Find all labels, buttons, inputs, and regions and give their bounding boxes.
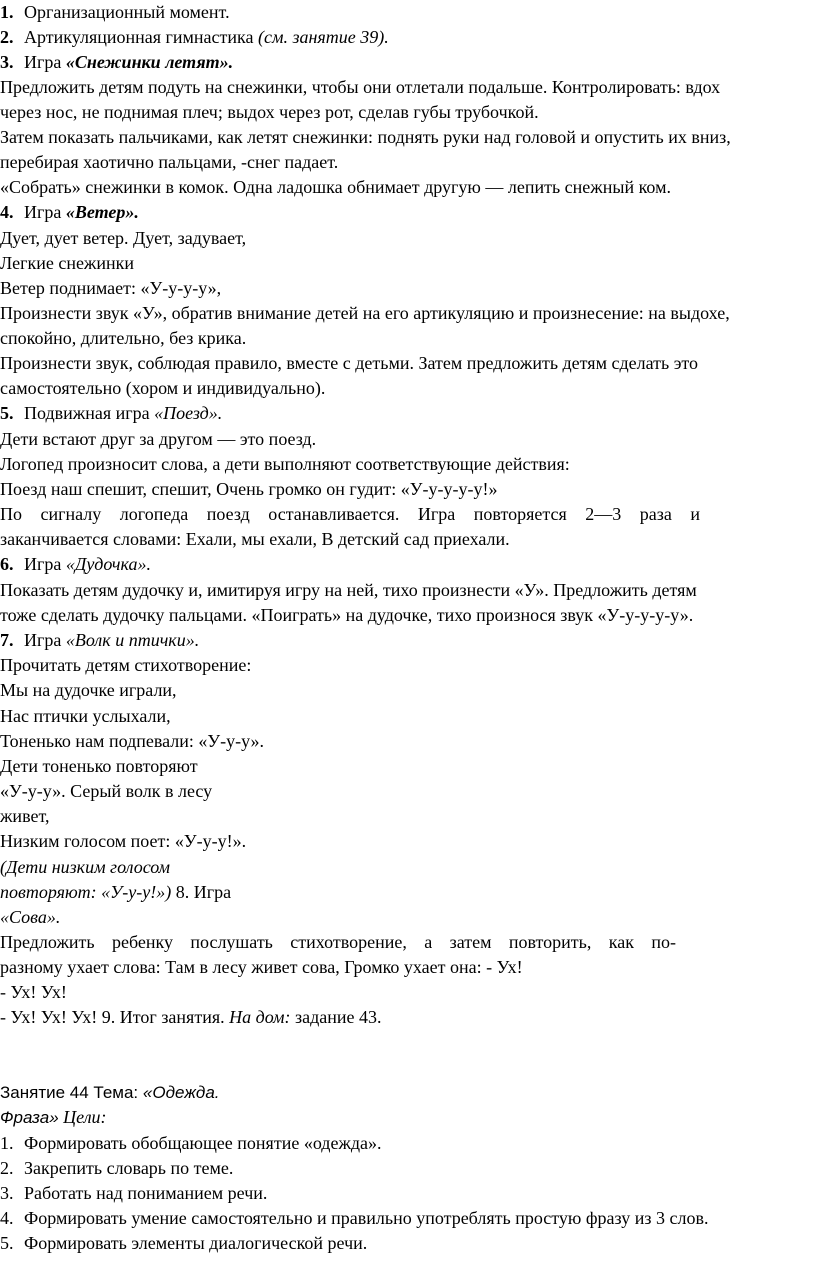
goal-item: 5. Формировать элементы диалогической речи. bbox=[0, 1233, 368, 1253]
list-item: 6. Игра «Дудочка». bbox=[0, 554, 151, 574]
paragraph-line: через нос, не поднимая плеч; выдох через рот, сделав губы трубочкой. bbox=[0, 102, 539, 122]
paragraph-line: Дует, дует ветер. Дует, задувает, bbox=[0, 228, 247, 248]
goal-item: 3. Работать над пониманием речи. bbox=[0, 1183, 268, 1203]
list-item: 1. Организационный момент. bbox=[0, 2, 230, 22]
paragraph-line: спокойно, длительно, без крика. bbox=[0, 328, 247, 348]
paragraph-line: заканчивается словами: Ехали, мы ехали, В детский сад приехали. bbox=[0, 529, 510, 549]
paragraph-line: перебирая хаотично пальцами, -снег падает. bbox=[0, 152, 339, 172]
paragraph-line: Прочитать детям стихотворение: bbox=[0, 655, 252, 675]
goal-item: 1. Формировать обобщающее понятие «одежда». bbox=[0, 1133, 382, 1153]
paragraph-line: разному ухает слова: Там в лесу живет сова, Громко ухает она: - Ух! bbox=[0, 957, 523, 977]
paragraph-line: Затем показать пальчиками, как летят снежинки: поднять руки над головой и опустить их вниз, bbox=[0, 127, 731, 147]
goal-item: 4. Формировать умение самостоятельно и правильно употреблять простую фразу из 3 слов. bbox=[0, 1208, 709, 1228]
poem-line: Тоненько нам подпевали: «У-у-у». bbox=[0, 731, 265, 751]
list-item: 4. Игра «Ветер». bbox=[0, 202, 139, 222]
paragraph-line: Произнести звук «У», обратив внимание детей на его артикуляцию и произнесение: на выдохе, bbox=[0, 303, 730, 323]
poem-line: Низким голосом поет: «У-у-у!». bbox=[0, 831, 247, 851]
paragraph-line: «Сова». bbox=[0, 907, 61, 927]
paragraph-line: Показать детям дудочку и, имитируя игру на ней, тихо произнести «У». Предложить детям bbox=[0, 580, 697, 600]
paragraph-line: Поезд наш спешит, спешит, Очень громко он гудит: «У-у-у-у-у!» bbox=[0, 479, 498, 499]
lesson-heading: Фраза» Цели: bbox=[0, 1107, 107, 1127]
goal-item: 2. Закрепить словарь по теме. bbox=[0, 1158, 234, 1178]
paragraph-line: самостоятельно (хором и индивидуально). bbox=[0, 378, 326, 398]
poem-line: Дети тоненько повторяют bbox=[0, 756, 198, 776]
paragraph-line: Легкие снежинки bbox=[0, 253, 135, 273]
list-item: 2. Артикуляционная гимнастика (см. занятие 39). bbox=[0, 27, 389, 47]
lesson-heading: Занятие 44 Тема: «Одежда. bbox=[0, 1083, 220, 1102]
paragraph-line: Дети встают друг за другом — это поезд. bbox=[0, 429, 317, 449]
poem-line: «У-у-у». Серый волк в лесу bbox=[0, 781, 213, 801]
paragraph-line: Ветер поднимает: «У-у-у-у», bbox=[0, 278, 222, 298]
poem-line: Нас птички услыхали, bbox=[0, 706, 171, 726]
poem-line: (Дети низким голосом bbox=[0, 857, 171, 877]
list-item: повторяют: «У-у-у!») 8. Игра bbox=[0, 882, 232, 902]
list-item: 7. Игра «Волк и птички». bbox=[0, 630, 200, 650]
list-item: 5. Подвижная игра «Поезд». bbox=[0, 403, 223, 423]
paragraph-line: Предложить детям подуть на снежинки, чтобы они отлетали подальше. Контролировать: вдох bbox=[0, 77, 721, 97]
list-item: 3. Игра «Снежинки летят». bbox=[0, 52, 234, 72]
paragraph-line: - Ух! Ух! bbox=[0, 982, 67, 1002]
paragraph-line: По сигналу логопеда поезд останавливается. Игра повторяется 2—3 раза и bbox=[0, 504, 700, 524]
list-item: - Ух! Ух! Ух! 9. Итог занятия. На дом: задание 43. bbox=[0, 1007, 382, 1027]
paragraph-line: Произнести звук, соблюдая правило, вместе с детьми. Затем предложить детям сделать это bbox=[0, 353, 699, 373]
poem-line: живет, bbox=[0, 806, 50, 826]
poem-line: Мы на дудочке играли, bbox=[0, 680, 177, 700]
paragraph-line: тоже сделать дудочку пальцами. «Поиграть» на дудочке, тихо произнося звук «У-у-у-у-у». bbox=[0, 605, 694, 625]
paragraph-line: Предложить ребенку послушать стихотворение, а затем повторить, как по- bbox=[0, 932, 676, 952]
paragraph-line: «Собрать» снежинки в комок. Одна ладошка обнимает другую — лепить снежный ком. bbox=[0, 177, 671, 197]
paragraph-line: Логопед произносит слова, а дети выполняют соответствующие действия: bbox=[0, 454, 570, 474]
